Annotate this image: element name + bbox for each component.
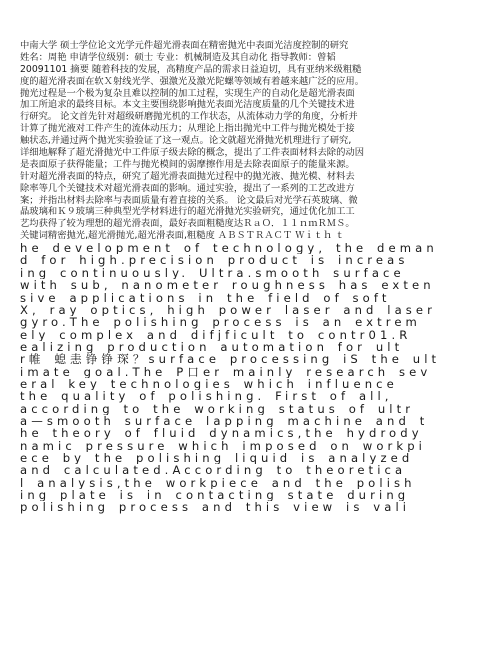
text-line: 中南大学 硕士学位论文光学元件超光滑表面在精密抛光中表面光洁度控制的研究 (20, 40, 349, 51)
text-line: namic pressure which imposed on workpi (20, 439, 426, 452)
text-line: 是表面原子获得能量；工件与抛光模间的弱摩擦作用是去除表面原子的能量来源。 (20, 158, 355, 170)
chinese-text-block (20, 40, 482, 242)
text-line: he development of technology, the deman (20, 242, 438, 255)
text-line: 加工所追求的最终目标。本文主要围绕影响抛光表面光洁度质量的几个关键技术进 (20, 99, 355, 111)
text-line: ing continuously. Ultra.smooth surface (20, 266, 405, 280)
text-line: with sub, nanometer roughness has exten (20, 279, 435, 292)
text-line: 关键词精密抛光,超光滑抛光,超光滑表面,粗糙度 ＡＢＳＴＲＡＣＴ Ｗｉｔｈ ｔ (20, 230, 345, 242)
text-line: 详细地解释了超光滑抛光中工件原子级去除的概念，提出了工件表面材料去除的动因 (20, 147, 364, 159)
text-line: 度的超光滑表面在软Ｘ射线光学、强激光及激光陀螺等领域有着越来越广泛的应用。 (20, 75, 364, 87)
text-line: according to the working status of ultr (20, 402, 415, 415)
text-line: and calculated.According to theoretica (20, 464, 407, 477)
text-line: the quality of polishing. First of all, (20, 390, 393, 403)
english-text-block (20, 242, 482, 514)
text-line: 抛光过程是一个极为复杂且难以控制的加工过程，实现生产的自动化是超光滑表面 (20, 87, 355, 99)
text-line: ealizing production automation for ult (20, 340, 404, 354)
text-line: gyro.The polishing process is an extrem (20, 316, 421, 329)
text-line: imate goal.The P口er mainly research sev (20, 365, 432, 378)
text-line: 计算了抛光液对工件产生的流体动压力；从理论上指出抛光中工件与抛光模处于接 (20, 123, 355, 135)
text-line: r帷 螅恚铮铮琛？surface processing iS the ult (20, 353, 441, 366)
text-line: eral key technologies which influence (20, 377, 398, 391)
text-line: polishing process and this view is vali (20, 501, 411, 514)
text-line: ely complex and difjficult to contr01.R (20, 328, 412, 341)
text-line: 姓名：周艳 申请学位级别：硕士 专业：机械制造及其自动化 指导教师：曾韬 (20, 51, 336, 63)
text-line: ece by the polishing liquid is analyzed (20, 451, 414, 465)
text-line: 除率等几个关键技术对超光滑表面的影响。通过实验，提出了一系列的工艺改进方 (20, 182, 355, 194)
text-line: 20091101 摘要 随着科技的发展，高精度产品的需求日益迫切，具有亚纳米级粗糙 (20, 63, 362, 75)
text-line: a—smooth surface lapping machine and t (20, 414, 429, 428)
text-line: 艺均获得了较为理想的超光滑表面，最好表面粗糙度达ＲａＯ．１１ｎｍＲＭＳ。 (20, 218, 355, 230)
text-line: X, ray optics, high power laser and laser (20, 303, 437, 317)
text-line: ing plate is in contacting state during (20, 489, 410, 502)
text-line: sive applications in the field of soft (20, 291, 391, 304)
text-line: he theory of fluid dynamics,the hydrody (20, 427, 423, 440)
text-line: 触状态,并通过两个抛光实验验证了这一观点。论文就超光滑抛光机理进行了研究, (20, 135, 352, 147)
text-line: l analysis,the workpiece and the polish (20, 476, 416, 490)
text-line: 针对超光滑表面的特点，研究了超光滑表面抛光过程中的抛光液、抛光模、材料去 (20, 170, 355, 182)
text-line: 行研究。 论文首先针对超级研磨抛光机的工作状态，从流体动力学的角度，分析并 (20, 111, 358, 123)
text-line: d for high.precision product is increas (20, 254, 409, 267)
text-line: 案；并指出材料去除率与表面质量有着直接的关系。 论文最后对光学石英玻璃、微 (20, 194, 358, 206)
text-line: 晶玻璃和Ｋ９玻璃三种典型光学材料进行的超光滑抛光实验研究，通过优化加工工 (20, 206, 355, 218)
